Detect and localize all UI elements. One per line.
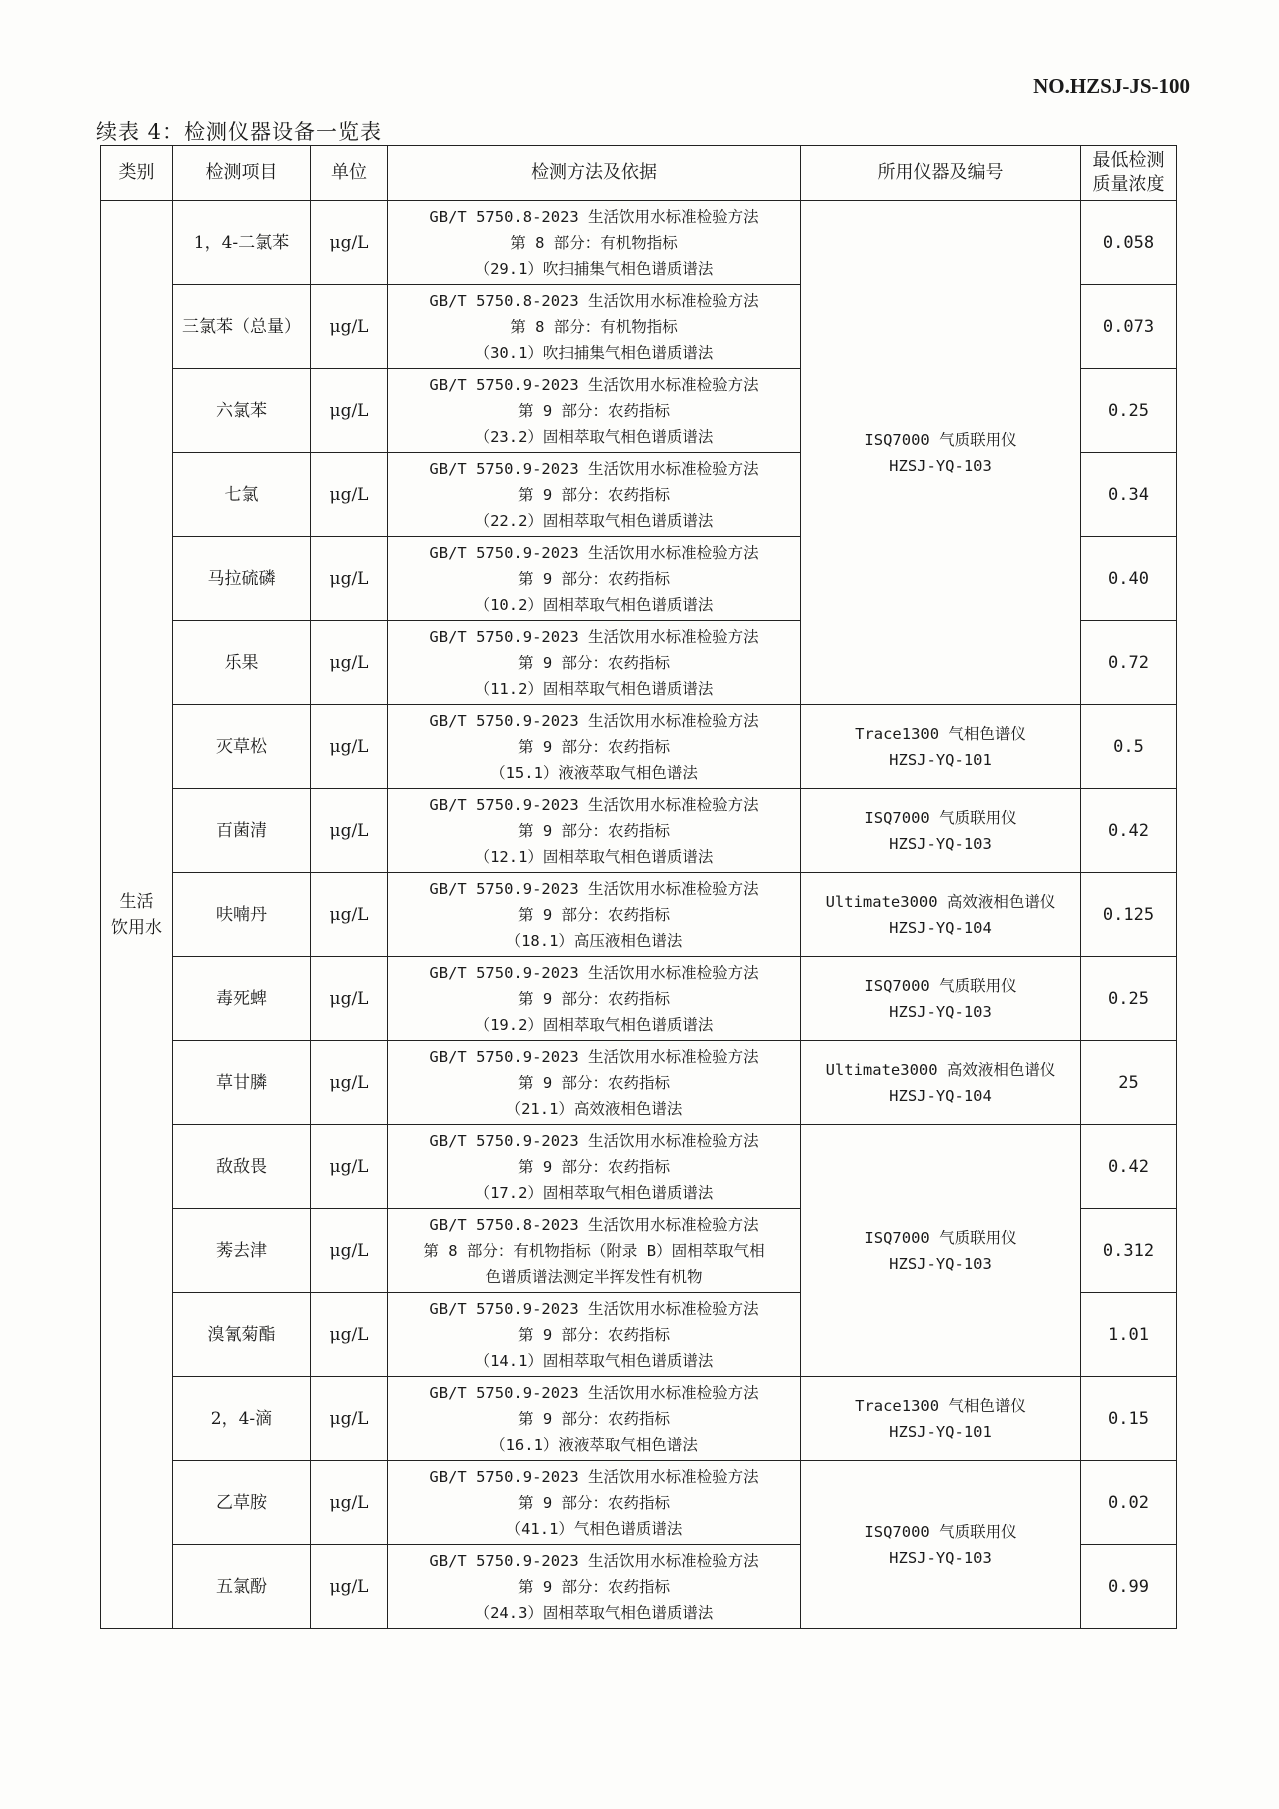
header-instrument: 所用仪器及编号 — [801, 146, 1081, 201]
method-standard: GB/T 5750.9-2023 生活饮用水标准检验方法 — [429, 1299, 759, 1318]
method-cell — [388, 1293, 801, 1377]
method-part: 第 9 部分：农药指标 — [518, 905, 670, 924]
method-part: 第 8 部分：有机物指标 — [510, 317, 678, 336]
limit-cell: 0.15 — [1081, 1377, 1177, 1461]
method-procedure: （21.1）高效液相色谱法 — [505, 1099, 683, 1118]
item-cell: 百菌清 — [173, 789, 311, 873]
instrument-name: ISQ7000 气质联用仪 — [864, 1522, 1017, 1541]
unit-cell: μg/L — [311, 1209, 388, 1293]
limit-cell: 0.72 — [1081, 621, 1177, 705]
method-standard: GB/T 5750.9-2023 生活饮用水标准检验方法 — [429, 375, 759, 394]
instrument-code: HZSJ-YQ-103 — [889, 1002, 992, 1021]
limit-cell: 0.25 — [1081, 369, 1177, 453]
table-row — [101, 201, 1177, 285]
instrument-cell — [801, 957, 1081, 1041]
instrument-name: ISQ7000 气质联用仪 — [864, 976, 1017, 995]
item-cell: 1，4-二氯苯 — [173, 201, 311, 285]
instrument-code: HZSJ-YQ-104 — [889, 1086, 992, 1105]
unit-cell: μg/L — [311, 1125, 388, 1209]
method-part: 第 9 部分：农药指标 — [518, 821, 670, 840]
item-cell: 莠去津 — [173, 1209, 311, 1293]
table-row — [101, 705, 1177, 789]
method-standard: GB/T 5750.8-2023 生活饮用水标准检验方法 — [429, 291, 759, 310]
instrument-code: HZSJ-YQ-103 — [889, 1254, 992, 1273]
limit-cell: 0.125 — [1081, 873, 1177, 957]
method-part: 第 9 部分：农药指标 — [518, 569, 670, 588]
unit-cell: μg/L — [311, 1461, 388, 1545]
unit-cell: μg/L — [311, 789, 388, 873]
method-procedure: （12.1）固相萃取气相色谱质谱法 — [474, 847, 714, 866]
unit-cell: μg/L — [311, 621, 388, 705]
item-cell: 草甘膦 — [173, 1041, 311, 1125]
header-method: 检测方法及依据 — [388, 146, 801, 201]
method-cell — [388, 201, 801, 285]
unit-cell: μg/L — [311, 1293, 388, 1377]
method-part: 第 9 部分：农药指标 — [518, 485, 670, 504]
instrument-name: ISQ7000 气质联用仪 — [864, 808, 1017, 827]
method-cell — [388, 957, 801, 1041]
method-cell — [388, 621, 801, 705]
method-procedure: （15.1）液液萃取气相色谱法 — [490, 763, 698, 782]
method-standard: GB/T 5750.9-2023 生活饮用水标准检验方法 — [429, 1467, 759, 1486]
unit-cell: μg/L — [311, 1377, 388, 1461]
limit-cell: 25 — [1081, 1041, 1177, 1125]
limit-cell: 0.058 — [1081, 201, 1177, 285]
instrument-code: HZSJ-YQ-103 — [889, 834, 992, 853]
method-standard: GB/T 5750.9-2023 生活饮用水标准检验方法 — [429, 543, 759, 562]
method-part: 第 8 部分：有机物指标 — [510, 233, 678, 252]
table-row — [101, 957, 1177, 1041]
limit-cell: 0.312 — [1081, 1209, 1177, 1293]
method-cell — [388, 1377, 801, 1461]
method-cell — [388, 1209, 801, 1293]
item-cell: 六氯苯 — [173, 369, 311, 453]
instrument-name: ISQ7000 气质联用仪 — [864, 430, 1017, 449]
unit-cell: μg/L — [311, 1545, 388, 1629]
method-cell — [388, 369, 801, 453]
method-standard: GB/T 5750.9-2023 生活饮用水标准检验方法 — [429, 963, 759, 982]
limit-cell: 1.01 — [1081, 1293, 1177, 1377]
limit-cell: 0.5 — [1081, 705, 1177, 789]
limit-cell: 0.34 — [1081, 453, 1177, 537]
unit-cell: μg/L — [311, 705, 388, 789]
method-procedure: （16.1）液液萃取气相色谱法 — [490, 1435, 698, 1454]
instrument-code: HZSJ-YQ-104 — [889, 918, 992, 937]
header-category: 类别 — [101, 146, 173, 201]
instrument-code: HZSJ-YQ-103 — [889, 1548, 992, 1567]
method-standard: GB/T 5750.9-2023 生活饮用水标准检验方法 — [429, 795, 759, 814]
method-part: 第 9 部分：农药指标 — [518, 1157, 670, 1176]
method-cell — [388, 1461, 801, 1545]
instrument-code: HZSJ-YQ-101 — [889, 1422, 992, 1441]
item-cell: 乙草胺 — [173, 1461, 311, 1545]
unit-cell: μg/L — [311, 537, 388, 621]
method-standard: GB/T 5750.9-2023 生活饮用水标准检验方法 — [429, 1047, 759, 1066]
method-standard: GB/T 5750.9-2023 生活饮用水标准检验方法 — [429, 459, 759, 478]
method-cell — [388, 1041, 801, 1125]
limit-cell: 0.99 — [1081, 1545, 1177, 1629]
item-cell: 敌敌畏 — [173, 1125, 311, 1209]
method-standard: GB/T 5750.9-2023 生活饮用水标准检验方法 — [429, 1131, 759, 1150]
unit-cell: μg/L — [311, 369, 388, 453]
instrument-name: Ultimate3000 高效液相色谱仪 — [825, 1060, 1056, 1079]
category-line2: 饮用水 — [111, 917, 162, 938]
method-part: 第 9 部分：农药指标 — [518, 1409, 670, 1428]
item-cell: 五氯酚 — [173, 1545, 311, 1629]
method-procedure: （17.2）固相萃取气相色谱质谱法 — [474, 1183, 714, 1202]
instrument-code: HZSJ-YQ-101 — [889, 750, 992, 769]
limit-cell: 0.073 — [1081, 285, 1177, 369]
header-row — [101, 146, 1177, 201]
method-cell — [388, 537, 801, 621]
instrument-name: Trace1300 气相色谱仪 — [855, 1396, 1026, 1415]
method-part: 第 9 部分：农药指标 — [518, 989, 670, 1008]
method-cell — [388, 1125, 801, 1209]
method-procedure: （23.2）固相萃取气相色谱质谱法 — [474, 427, 714, 446]
item-cell: 马拉硫磷 — [173, 537, 311, 621]
method-standard: GB/T 5750.9-2023 生活饮用水标准检验方法 — [429, 1551, 759, 1570]
instrument-cell — [801, 201, 1081, 705]
item-cell: 毒死蜱 — [173, 957, 311, 1041]
method-standard: GB/T 5750.8-2023 生活饮用水标准检验方法 — [429, 207, 759, 226]
table-row — [101, 1041, 1177, 1125]
instrument-cell — [801, 705, 1081, 789]
method-procedure: （41.1）气相色谱质谱法 — [505, 1519, 683, 1538]
method-part: 第 9 部分：农药指标 — [518, 1073, 670, 1092]
instrument-name: Trace1300 气相色谱仪 — [855, 724, 1026, 743]
instrument-name: ISQ7000 气质联用仪 — [864, 1228, 1017, 1247]
method-cell — [388, 1545, 801, 1629]
limit-cell: 0.40 — [1081, 537, 1177, 621]
item-cell: 灭草松 — [173, 705, 311, 789]
method-part: 第 8 部分：有机物指标（附录 B）固相萃取气相 — [423, 1241, 765, 1260]
table-row — [101, 873, 1177, 957]
method-procedure: （14.1）固相萃取气相色谱质谱法 — [474, 1351, 714, 1370]
method-cell — [388, 873, 801, 957]
limit-cell: 0.42 — [1081, 789, 1177, 873]
method-procedure: （30.1）吹扫捕集气相色谱质谱法 — [474, 343, 714, 362]
method-part: 第 9 部分：农药指标 — [518, 1325, 670, 1344]
method-procedure: （22.2）固相萃取气相色谱质谱法 — [474, 511, 714, 530]
instrument-table — [100, 145, 1177, 1629]
method-procedure: （10.2）固相萃取气相色谱质谱法 — [474, 595, 714, 614]
method-procedure: （18.1）高压液相色谱法 — [505, 931, 683, 950]
method-standard: GB/T 5750.9-2023 生活饮用水标准检验方法 — [429, 879, 759, 898]
table-row — [101, 1461, 1177, 1545]
table-row — [101, 1125, 1177, 1209]
limit-cell: 0.42 — [1081, 1125, 1177, 1209]
unit-cell: μg/L — [311, 957, 388, 1041]
table-row — [101, 789, 1177, 873]
item-cell: 乐果 — [173, 621, 311, 705]
method-cell — [388, 789, 801, 873]
method-cell — [388, 285, 801, 369]
item-cell: 2，4-滴 — [173, 1377, 311, 1461]
method-standard: GB/T 5750.9-2023 生活饮用水标准检验方法 — [429, 627, 759, 646]
method-part: 第 9 部分：农药指标 — [518, 737, 670, 756]
method-procedure: （24.3）固相萃取气相色谱质谱法 — [474, 1603, 714, 1622]
header-limit-line1: 最低检测 — [1092, 150, 1165, 171]
method-procedure: （29.1）吹扫捕集气相色谱质谱法 — [474, 259, 714, 278]
method-cell — [388, 453, 801, 537]
method-standard: GB/T 5750.9-2023 生活饮用水标准检验方法 — [429, 1383, 759, 1402]
header-limit-line2: 质量浓度 — [1092, 174, 1165, 195]
category-line1: 生活 — [119, 891, 154, 912]
method-part: 第 9 部分：农药指标 — [518, 401, 670, 420]
header-item: 检测项目 — [173, 146, 311, 201]
item-cell: 溴氰菊酯 — [173, 1293, 311, 1377]
unit-cell: μg/L — [311, 201, 388, 285]
method-part: 第 9 部分：农药指标 — [518, 653, 670, 672]
method-procedure: （19.2）固相萃取气相色谱质谱法 — [474, 1015, 714, 1034]
instrument-cell — [801, 1041, 1081, 1125]
document-number: NO.HZSJ-JS-100 — [1033, 74, 1190, 98]
method-part: 第 9 部分：农药指标 — [518, 1493, 670, 1512]
instrument-cell — [801, 873, 1081, 957]
item-cell: 呋喃丹 — [173, 873, 311, 957]
header-limit — [1081, 146, 1177, 201]
limit-cell: 0.25 — [1081, 957, 1177, 1041]
method-procedure: （11.2）固相萃取气相色谱质谱法 — [474, 679, 714, 698]
unit-cell: μg/L — [311, 873, 388, 957]
method-procedure: 色谱质谱法测定半挥发性有机物 — [485, 1267, 703, 1286]
limit-cell: 0.02 — [1081, 1461, 1177, 1545]
unit-cell: μg/L — [311, 285, 388, 369]
instrument-code: HZSJ-YQ-103 — [889, 456, 992, 475]
method-standard: GB/T 5750.9-2023 生活饮用水标准检验方法 — [429, 711, 759, 730]
table-caption: 续表 4：检测仪器设备一览表 — [96, 120, 383, 144]
unit-cell: μg/L — [311, 453, 388, 537]
item-cell: 三氯苯（总量） — [173, 285, 311, 369]
method-cell — [388, 705, 801, 789]
method-standard: GB/T 5750.8-2023 生活饮用水标准检验方法 — [429, 1215, 759, 1234]
instrument-cell — [801, 789, 1081, 873]
instrument-cell — [801, 1461, 1081, 1629]
unit-cell: μg/L — [311, 1041, 388, 1125]
instrument-cell — [801, 1125, 1081, 1377]
table-row — [101, 1377, 1177, 1461]
header-unit: 单位 — [311, 146, 388, 201]
item-cell: 七氯 — [173, 453, 311, 537]
category-cell — [101, 201, 173, 1629]
instrument-cell — [801, 1377, 1081, 1461]
method-part: 第 9 部分：农药指标 — [518, 1577, 670, 1596]
instrument-name: Ultimate3000 高效液相色谱仪 — [825, 892, 1056, 911]
